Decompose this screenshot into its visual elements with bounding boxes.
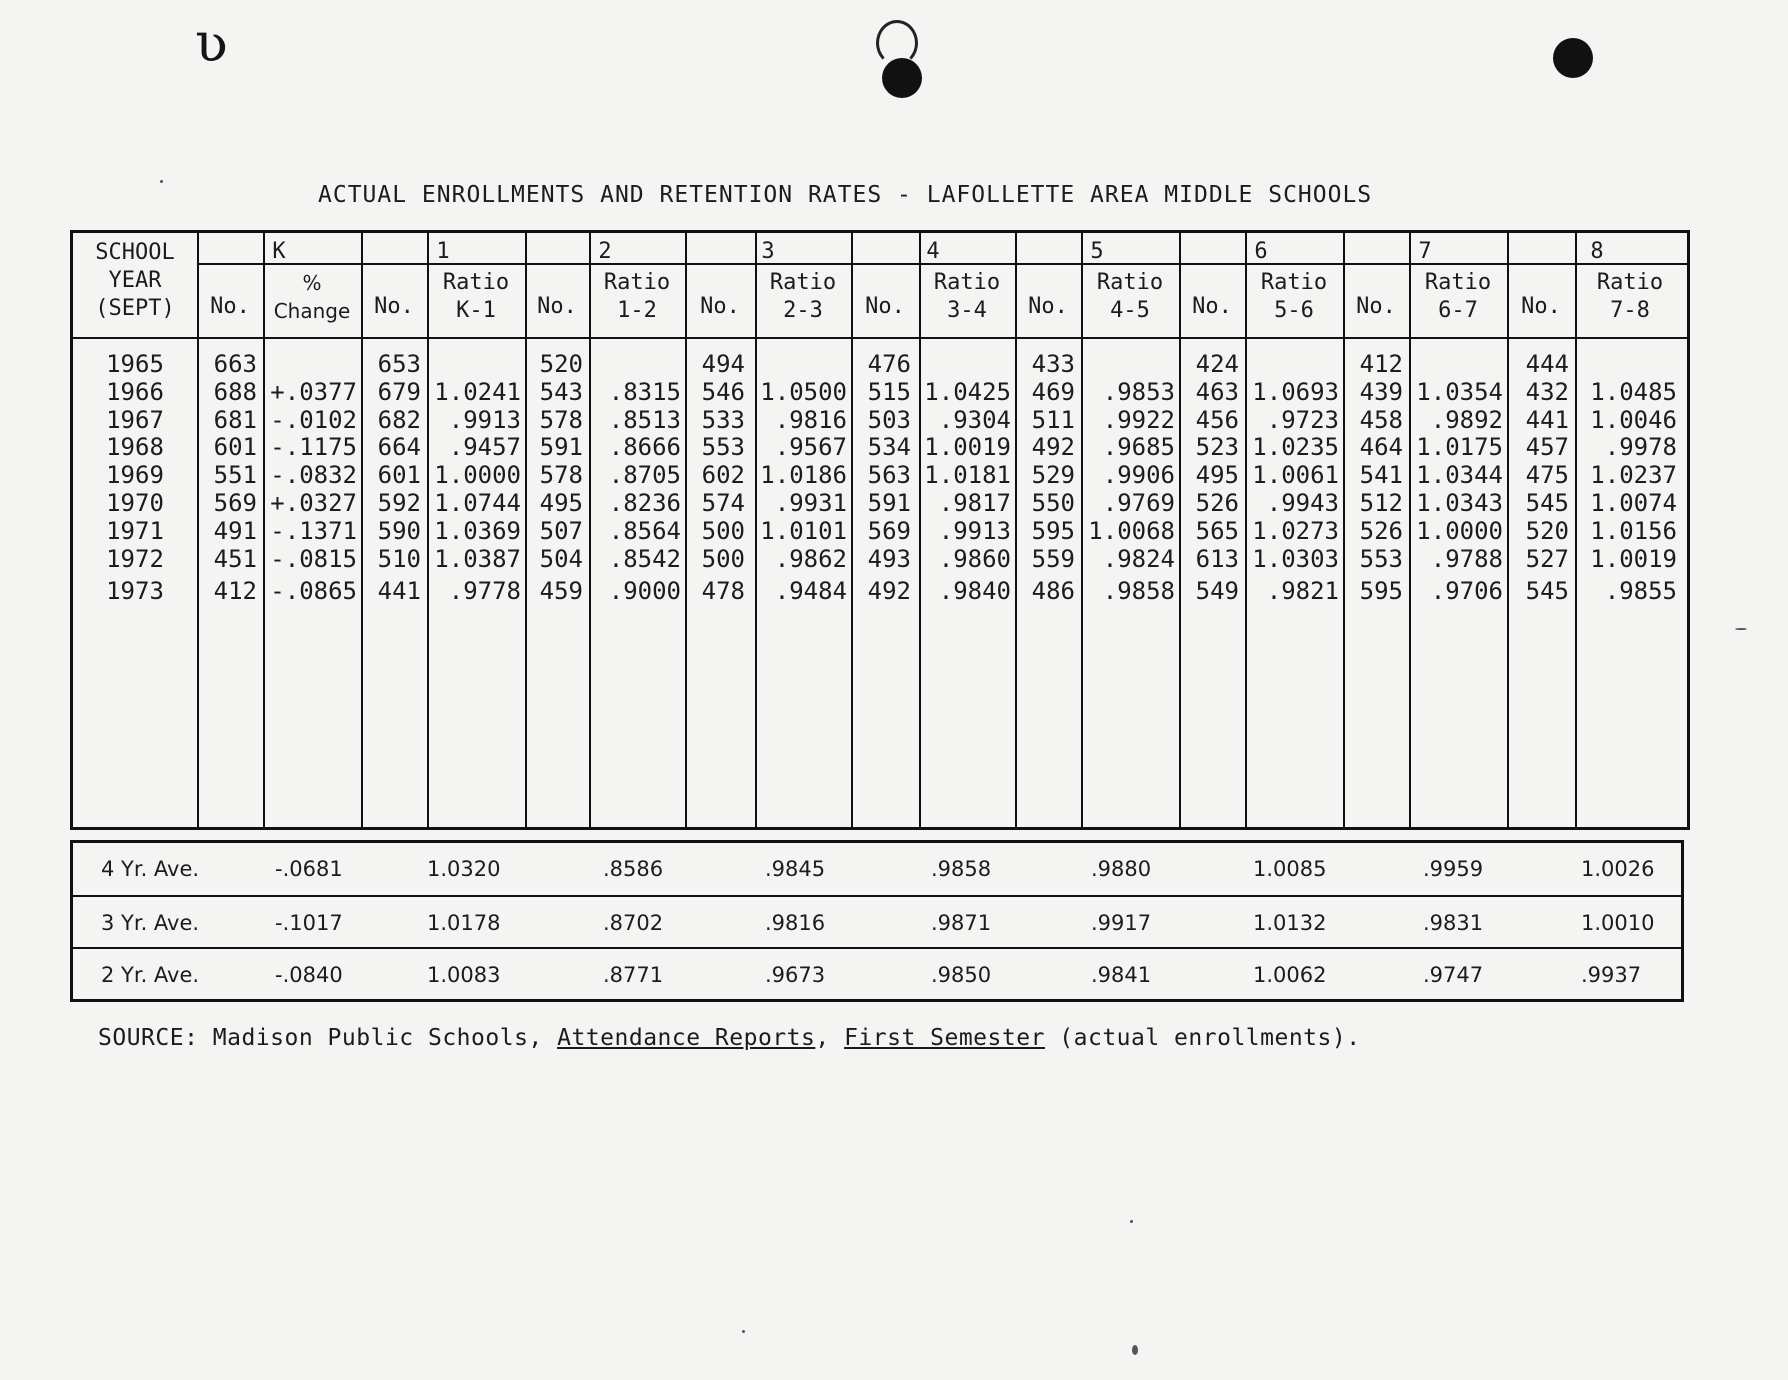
cell-g4_no-4: 563	[867, 461, 911, 490]
cell-g3_ratio-0	[757, 351, 847, 379]
col-g2-ratio	[591, 351, 681, 606]
header-g1-no: No.	[374, 294, 414, 319]
header-k-change: % Change	[273, 271, 351, 323]
cell-g1_no-4: 601	[377, 461, 421, 490]
cell-g2_no-2: 578	[539, 405, 583, 434]
col-g6-ratio	[1247, 351, 1339, 606]
cell-g7_no-8: 595	[1359, 577, 1403, 606]
cell-g6_ratio-4: 1.0061	[1252, 461, 1339, 490]
grade-label-1: 1	[436, 239, 450, 264]
cell-year-1: 1966	[106, 377, 164, 406]
cell-k_no-3: 601	[213, 433, 257, 462]
grade-label-k: K	[272, 239, 286, 264]
cell-g7_no-5: 512	[1359, 488, 1403, 517]
col-g6-no	[1183, 351, 1239, 606]
punch-hole-icon	[1553, 38, 1593, 78]
header-g8-no: No.	[1521, 294, 1561, 319]
cell-g7_ratio-6: 1.0000	[1416, 516, 1503, 545]
cell-g2_no-6: 507	[539, 516, 583, 545]
cell-g2_ratio-2: .8513	[608, 405, 681, 434]
cell-g3_ratio-6: 1.0101	[760, 516, 847, 545]
cell-g2_ratio-0	[591, 351, 681, 379]
cell-g5_ratio-7: .9824	[1102, 544, 1175, 573]
cell-g7_ratio-3: 1.0175	[1416, 433, 1503, 462]
header-school-year: SCHOOL YEAR (SEPT)	[95, 240, 175, 321]
cell-g8_ratio-4: 1.0237	[1590, 461, 1677, 490]
cell-g8_no-4: 475	[1525, 461, 1569, 490]
cell-g4_ratio-3: 1.0019	[924, 433, 1011, 462]
col-g1-no	[365, 351, 421, 606]
cell-g4_ratio-5: .9817	[938, 488, 1011, 517]
cell-g4_no-2: 503	[867, 405, 911, 434]
cell-k_change-7: -.0815	[270, 544, 357, 573]
cell-g6_no-1: 463	[1195, 377, 1239, 406]
cell-g6_ratio-0	[1247, 351, 1339, 379]
cell-g4_no-1: 515	[867, 377, 911, 406]
cell-g7_no-3: 464	[1359, 433, 1403, 462]
cell-g1_ratio-4: 1.0000	[434, 461, 521, 490]
cell-g6_no-3: 523	[1195, 433, 1239, 462]
cell-g3_ratio-4: 1.0186	[760, 461, 847, 490]
cell-year-3: 1968	[106, 433, 164, 462]
cell-k_no-4: 551	[213, 461, 257, 490]
cell-g2_no-5: 495	[539, 488, 583, 517]
cell-k_change-2: -.0102	[270, 405, 357, 434]
header-g4-no: No.	[865, 294, 905, 319]
cell-g3_no-5: 574	[701, 488, 745, 517]
cell-g3_no-8: 478	[701, 577, 745, 606]
averages-table	[70, 840, 1684, 1002]
cell-g3_no-7: 500	[701, 544, 745, 573]
cell-g5_no-8: 486	[1031, 577, 1075, 606]
header-g5-ratio: Ratio 4-5	[1096, 270, 1164, 323]
cell-g2_ratio-1: .8315	[608, 377, 681, 406]
cell-g2_no-0: 520	[539, 350, 583, 378]
col-g2-no	[529, 351, 583, 606]
cell-g3_no-2: 533	[701, 405, 745, 434]
cell-g2_no-4: 578	[539, 461, 583, 490]
cell-g2_ratio-3: .8666	[608, 433, 681, 462]
avg-label: 4 Yr. Ave.	[101, 857, 200, 881]
cell-g8_no-0: 444	[1525, 350, 1569, 378]
scan-speck	[1735, 628, 1747, 630]
scan-speck	[1130, 1220, 1133, 1223]
cell-g2_no-3: 591	[539, 433, 583, 462]
cell-g5_ratio-2: .9922	[1102, 405, 1175, 434]
cell-g1_ratio-2: .9913	[448, 405, 521, 434]
cell-g8_no-2: 441	[1525, 405, 1569, 434]
cell-g6_ratio-3: 1.0235	[1252, 433, 1339, 462]
cell-g3_ratio-7: .9862	[774, 544, 847, 573]
cell-year-4: 1969	[106, 461, 164, 490]
cell-g1_ratio-1: 1.0241	[434, 377, 521, 406]
cell-g5_ratio-3: .9685	[1102, 433, 1175, 462]
cell-g5_no-7: 559	[1031, 544, 1075, 573]
cell-g2_ratio-4: .8705	[608, 461, 681, 490]
cell-g8_ratio-3: .9978	[1604, 433, 1677, 462]
clip-mark-icon: ʋ	[195, 11, 228, 74]
cell-g7_ratio-2: .9892	[1430, 405, 1503, 434]
cell-k_change-1: +.0377	[270, 377, 357, 406]
cell-k_no-8: 412	[213, 577, 257, 606]
header-k-no: No.	[210, 294, 250, 319]
header-g7-no: No.	[1356, 294, 1396, 319]
header-g2-no: No.	[537, 294, 577, 319]
cell-g5_ratio-1: .9853	[1102, 377, 1175, 406]
col-g4-no	[855, 351, 911, 606]
cell-g5_no-2: 511	[1031, 405, 1075, 434]
cell-g4_no-8: 492	[867, 577, 911, 606]
grade-label-2: 2	[598, 239, 612, 264]
cell-g3_no-6: 500	[701, 516, 745, 545]
cell-g4_no-6: 569	[867, 516, 911, 545]
cell-g5_ratio-5: .9769	[1102, 488, 1175, 517]
cell-g6_ratio-1: 1.0693	[1252, 377, 1339, 406]
cell-g4_no-3: 534	[867, 433, 911, 462]
source-note: SOURCE: Madison Public Schools, Attendance Reports, First Semester (actual enrollments).	[98, 1025, 1361, 1051]
cell-g3_ratio-1: 1.0500	[760, 377, 847, 406]
cell-k_no-5: 569	[213, 488, 257, 517]
scan-speck	[160, 180, 163, 183]
cell-g2_ratio-5: .8236	[608, 488, 681, 517]
grade-label-8: 8	[1590, 239, 1604, 264]
header-g1-ratio: Ratio K-1	[442, 270, 510, 323]
cell-g7_no-6: 526	[1359, 516, 1403, 545]
cell-g6_no-7: 613	[1195, 544, 1239, 573]
cell-g4_ratio-7: .9860	[938, 544, 1011, 573]
cell-g5_ratio-8: .9858	[1102, 577, 1175, 606]
cell-g5_ratio-6: 1.0068	[1088, 516, 1175, 545]
header-g7-ratio: Ratio 6-7	[1424, 270, 1492, 323]
cell-g6_ratio-2: .9723	[1266, 405, 1339, 434]
cell-g2_no-7: 504	[539, 544, 583, 573]
cell-g3_no-4: 602	[701, 461, 745, 490]
cell-year-6: 1971	[106, 516, 164, 545]
cell-year-5: 1970	[106, 488, 164, 517]
cell-g5_ratio-0	[1083, 351, 1175, 379]
cell-g5_no-1: 469	[1031, 377, 1075, 406]
cell-g3_ratio-5: .9931	[774, 488, 847, 517]
cell-g1_no-3: 664	[377, 433, 421, 462]
cell-g6_ratio-5: .9943	[1266, 488, 1339, 517]
cell-g8_ratio-8: .9855	[1604, 577, 1677, 606]
cell-g8_ratio-2: 1.0046	[1590, 405, 1677, 434]
cell-g4_ratio-4: 1.0181	[924, 461, 1011, 490]
cell-g5_no-5: 550	[1031, 488, 1075, 517]
cell-g5_no-4: 529	[1031, 461, 1075, 490]
cell-g4_ratio-8: .9840	[938, 577, 1011, 606]
cell-g4_no-5: 591	[867, 488, 911, 517]
cell-g1_no-5: 592	[377, 488, 421, 517]
cell-g2_no-1: 543	[539, 377, 583, 406]
header-g5-no: No.	[1028, 294, 1068, 319]
cell-g2_no-8: 459	[539, 577, 583, 606]
cell-g8_no-8: 545	[1525, 577, 1569, 606]
col-year	[73, 351, 197, 606]
punch-hole-icon	[882, 58, 922, 98]
col-g4-ratio	[921, 351, 1011, 606]
cell-g6_no-4: 495	[1195, 461, 1239, 490]
cell-g5_ratio-4: .9906	[1102, 461, 1175, 490]
cell-g7_ratio-8: .9706	[1430, 577, 1503, 606]
avg-row-2yr: 2 Yr. Ave. -.0840 1.0083 .8771 .9673 .9850 .9841 1.0062 .9747 .9937	[73, 947, 1681, 1001]
cell-g8_no-6: 520	[1525, 516, 1569, 545]
cell-g8_no-7: 527	[1525, 544, 1569, 573]
col-g5-ratio	[1083, 351, 1175, 606]
cell-g3_no-3: 553	[701, 433, 745, 462]
cell-g6_no-2: 456	[1195, 405, 1239, 434]
cell-g8_no-1: 432	[1525, 377, 1569, 406]
col-g5-no	[1019, 351, 1075, 606]
grade-label-7: 7	[1418, 239, 1432, 264]
col-k-no	[201, 351, 257, 606]
cell-k_no-2: 681	[213, 405, 257, 434]
cell-k_no-0: 663	[213, 350, 257, 378]
cell-g8_no-5: 545	[1525, 488, 1569, 517]
cell-g8_ratio-0	[1577, 351, 1677, 379]
cell-g7_ratio-0	[1411, 351, 1503, 379]
cell-k_change-6: -.1371	[270, 516, 357, 545]
grade-label-4: 4	[926, 239, 940, 264]
cell-g1_no-1: 679	[377, 377, 421, 406]
cell-g7_ratio-1: 1.0354	[1416, 377, 1503, 406]
cell-g1_no-8: 441	[377, 577, 421, 606]
cell-g4_ratio-6: .9913	[938, 516, 1011, 545]
cell-g2_ratio-6: .8564	[608, 516, 681, 545]
avg-label: 2 Yr. Ave.	[101, 963, 200, 987]
cell-g1_ratio-7: 1.0387	[434, 544, 521, 573]
col-g1-ratio	[429, 351, 521, 606]
cell-g7_no-4: 541	[1359, 461, 1403, 490]
cell-g4_no-7: 493	[867, 544, 911, 573]
cell-g7_ratio-4: 1.0344	[1416, 461, 1503, 490]
cell-g7_no-7: 553	[1359, 544, 1403, 573]
cell-g1_ratio-0	[429, 351, 521, 379]
header-g4-ratio: Ratio 3-4	[933, 270, 1001, 323]
enrollment-table	[70, 230, 1690, 830]
cell-g1_no-2: 682	[377, 405, 421, 434]
cell-k_change-5: +.0327	[270, 488, 357, 517]
cell-g7_no-1: 439	[1359, 377, 1403, 406]
cell-g8_ratio-6: 1.0156	[1590, 516, 1677, 545]
header-g6-no: No.	[1192, 294, 1232, 319]
document-title: ACTUAL ENROLLMENTS AND RETENTION RATES - LAFOLLETTE AREA MIDDLE SCHOOLS	[318, 182, 1373, 208]
cell-year-0: 1965	[106, 350, 164, 378]
cell-g1_ratio-5: 1.0744	[434, 488, 521, 517]
cell-g4_no-0: 476	[867, 350, 911, 378]
cell-g4_ratio-1: 1.0425	[924, 377, 1011, 406]
cell-g4_ratio-0	[921, 351, 1011, 379]
scan-speck	[742, 1330, 745, 1333]
cell-k_no-1: 688	[213, 377, 257, 406]
cell-g5_no-3: 492	[1031, 433, 1075, 462]
grade-label-3: 3	[761, 239, 775, 264]
avg-row-3yr: 3 Yr. Ave. -.1017 1.0178 .8702 .9816 .9871 .9917 1.0132 .9831 1.0010	[73, 895, 1681, 949]
cell-year-2: 1967	[106, 405, 164, 434]
avg-label: 3 Yr. Ave.	[101, 911, 200, 935]
cell-g8_ratio-5: 1.0074	[1590, 488, 1677, 517]
cell-g6_ratio-6: 1.0273	[1252, 516, 1339, 545]
scan-speck	[1132, 1345, 1138, 1355]
cell-g5_no-6: 595	[1031, 516, 1075, 545]
cell-g6_no-8: 549	[1195, 577, 1239, 606]
col-g8-ratio	[1577, 351, 1677, 606]
cell-g4_ratio-2: .9304	[938, 405, 1011, 434]
cell-g7_ratio-5: 1.0343	[1416, 488, 1503, 517]
col-k-change	[267, 351, 357, 606]
header-g8-ratio: Ratio 7-8	[1596, 270, 1664, 323]
cell-g8_ratio-7: 1.0019	[1590, 544, 1677, 573]
cell-g7_no-2: 458	[1359, 405, 1403, 434]
grade-label-6: 6	[1254, 239, 1268, 264]
cell-g6_no-0: 424	[1195, 350, 1239, 378]
cell-g3_ratio-2: .9816	[774, 405, 847, 434]
cell-g5_no-0: 433	[1031, 350, 1075, 378]
cell-g1_ratio-3: .9457	[448, 433, 521, 462]
cell-g2_ratio-8: .9000	[608, 577, 681, 606]
avg-row-4yr: 4 Yr. Ave. -.0681 1.0320 .8586 .9845 .9858 .9880 1.0085 .9959 1.0026	[101, 857, 1655, 881]
cell-g1_ratio-8: .9778	[448, 577, 521, 606]
cell-g7_no-0: 412	[1359, 350, 1403, 378]
grade-label-5: 5	[1090, 239, 1104, 264]
cell-g3_ratio-3: .9567	[774, 433, 847, 462]
cell-k_change-8: -.0865	[270, 577, 357, 606]
cell-k_no-7: 451	[213, 544, 257, 573]
cell-g2_ratio-7: .8542	[608, 544, 681, 573]
cell-g1_no-6: 590	[377, 516, 421, 545]
col-g3-ratio	[757, 351, 847, 606]
cell-year-8: 1973	[106, 577, 164, 606]
cell-g1_no-0: 653	[377, 350, 421, 378]
cell-g6_no-5: 526	[1195, 488, 1239, 517]
cell-g3_no-0: 494	[701, 350, 745, 378]
cell-g6_ratio-7: 1.0303	[1252, 544, 1339, 573]
cell-g1_ratio-6: 1.0369	[434, 516, 521, 545]
cell-g8_no-3: 457	[1525, 433, 1569, 462]
col-g7-no	[1347, 351, 1403, 606]
cell-g8_ratio-1: 1.0485	[1590, 377, 1677, 406]
cell-g6_ratio-8: .9821	[1266, 577, 1339, 606]
cell-k_change-4: -.0832	[270, 461, 357, 490]
cell-k_change-0	[267, 351, 357, 379]
col-g7-ratio	[1411, 351, 1503, 606]
cell-g3_ratio-8: .9484	[774, 577, 847, 606]
cell-k_no-6: 491	[213, 516, 257, 545]
cell-g6_no-6: 565	[1195, 516, 1239, 545]
cell-g3_no-1: 546	[701, 377, 745, 406]
cell-k_change-3: -.1175	[270, 433, 357, 462]
header-g2-ratio: Ratio 1-2	[603, 270, 671, 323]
cell-year-7: 1972	[106, 544, 164, 573]
cell-g7_ratio-7: .9788	[1430, 544, 1503, 573]
header-g6-ratio: Ratio 5-6	[1260, 270, 1328, 323]
header-g3-no: No.	[700, 294, 740, 319]
cell-g1_no-7: 510	[377, 544, 421, 573]
col-g8-no	[1511, 351, 1569, 606]
header-g3-ratio: Ratio 2-3	[769, 270, 837, 323]
col-g3-no	[689, 351, 745, 606]
